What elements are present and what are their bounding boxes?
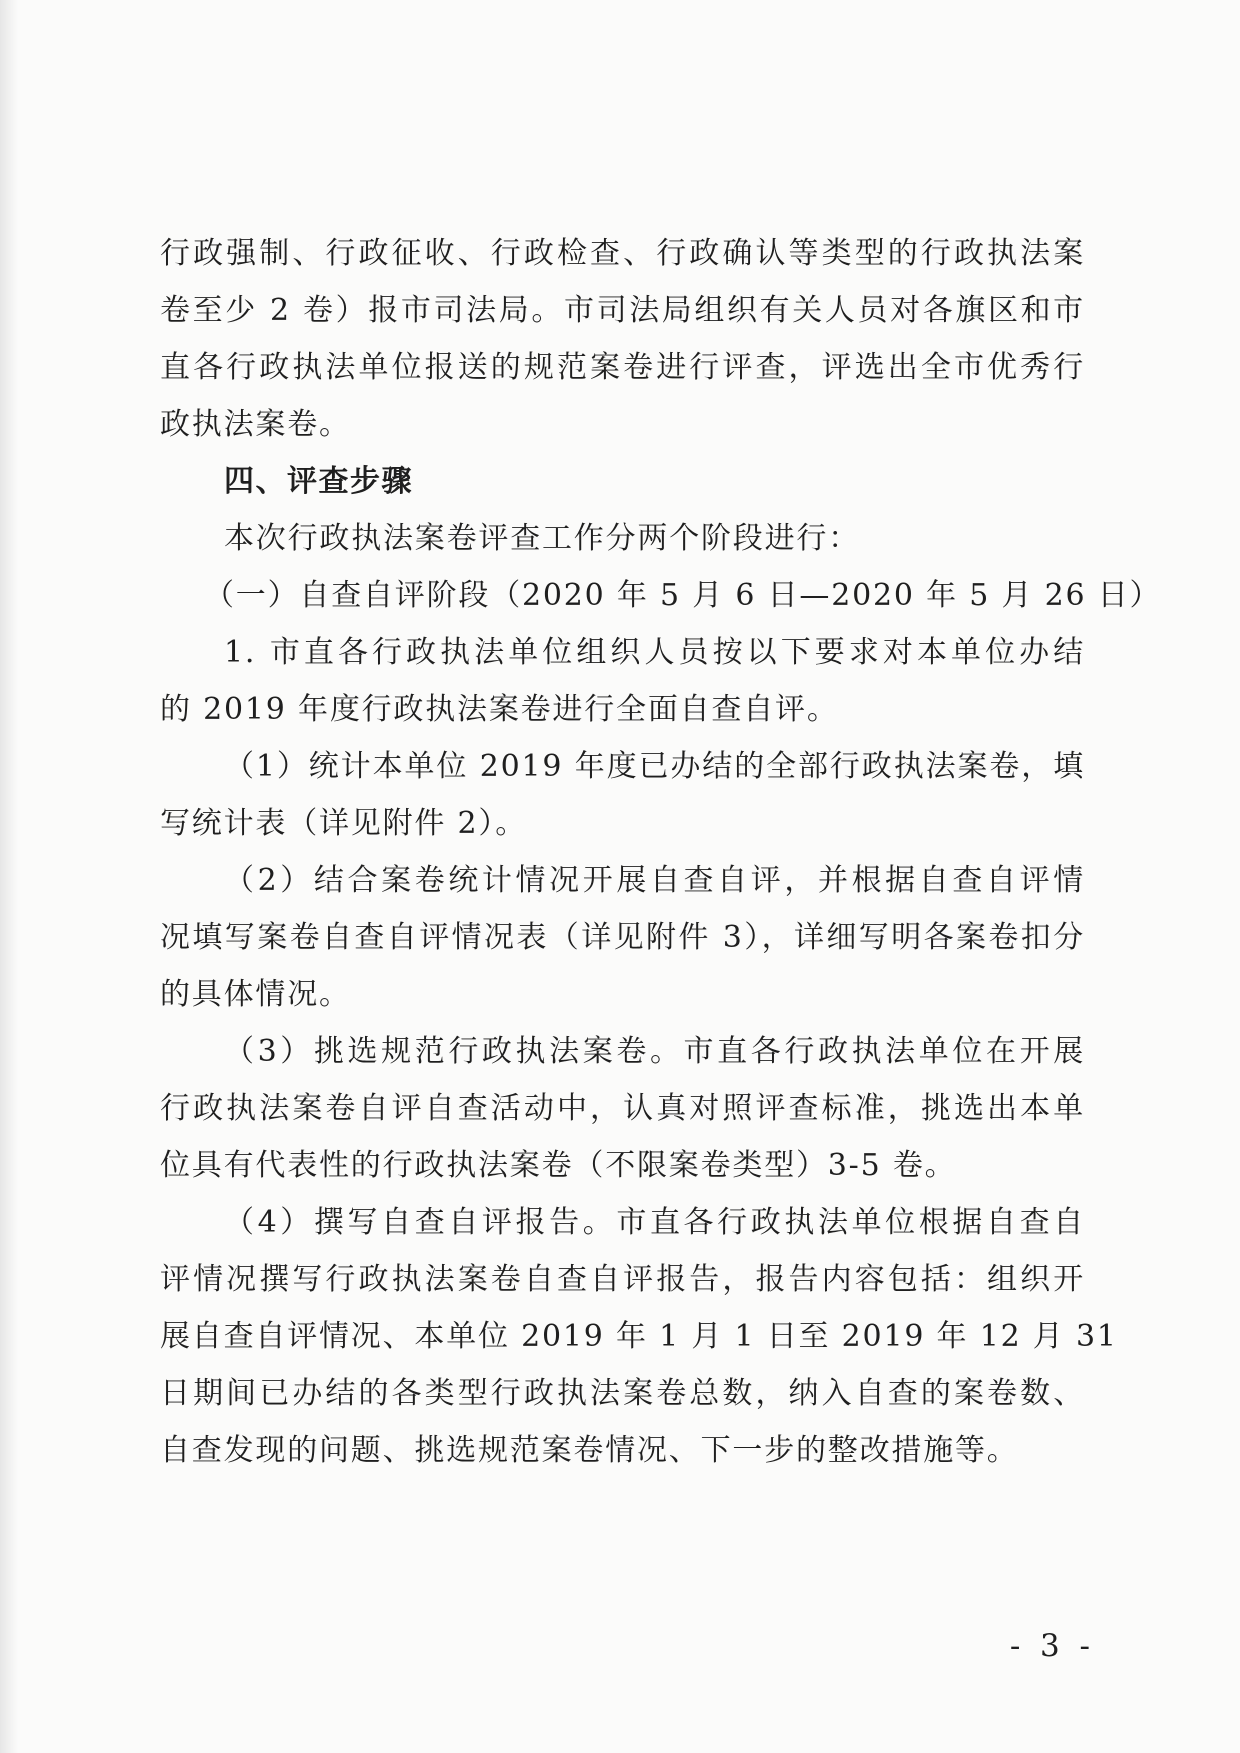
text-line: 1. 市直各行政执法单位组织人员按以下要求对本单位办结 [224,635,1085,670]
text-line: 展自查自评情况、本单位 2019 年 1 月 1 日至 2019 年 12 月 31 [160,1319,1118,1354]
text-line: 直各行政执法单位报送的规范案卷进行评查，评选出全市优秀行 [160,350,1085,385]
text-line: 的 2019 年度行政执法案卷进行全面自查自评。 [160,692,839,727]
text-line: 日期间已办结的各类型行政执法案卷总数，纳入自查的案卷数、 [160,1376,1085,1411]
document-body [160,225,1162,1479]
text-line: 本次行政执法案卷评查工作分两个阶段进行： [224,521,860,556]
text-line: 卷至少 2 卷）报市司法局。市司法局组织有关人员对各旗区和市 [160,293,1085,328]
text-line: 自查发现的问题、挑选规范案卷情况、下一步的整改措施等。 [160,1433,1019,1468]
page-number: - 3 - [1009,1628,1095,1664]
text-line: 评情况撰写行政执法案卷自查自评报告，报告内容包括：组织开 [160,1262,1085,1297]
text-line: 位具有代表性的行政执法案卷（不限案卷类型）3-5 卷。 [160,1148,957,1183]
text-line: （3）挑选规范行政执法案卷。市直各行政执法单位在开展 [224,1034,1085,1069]
text-line: （1）统计本单位 2019 年度已办结的全部行政执法案卷，填 [224,749,1085,784]
text-line: （2）结合案卷统计情况开展自查自评，并根据自查自评情 [224,863,1085,898]
text-line: 行政强制、行政征收、行政检查、行政确认等类型的行政执法案 [160,236,1085,271]
stage-heading: （一）自查自评阶段（2020 年 5 月 6 日—2020 年 5 月 26 日） [204,578,1162,613]
scan-edge [0,0,18,1753]
text-line: 行政执法案卷自评自查活动中，认真对照评查标准，挑选出本单 [160,1091,1085,1126]
text-line: 政执法案卷。 [160,407,351,442]
text-line: 写统计表（详见附件 2）。 [160,806,528,841]
text-line: 的具体情况。 [160,977,351,1012]
text-line: 况填写案卷自查自评情况表（详见附件 3），详细写明各案卷扣分 [160,920,1085,955]
section-heading: 四、评查步骤 [224,464,413,499]
text-line: （4）撰写自查自评报告。市直各行政执法单位根据自查自 [224,1205,1085,1240]
